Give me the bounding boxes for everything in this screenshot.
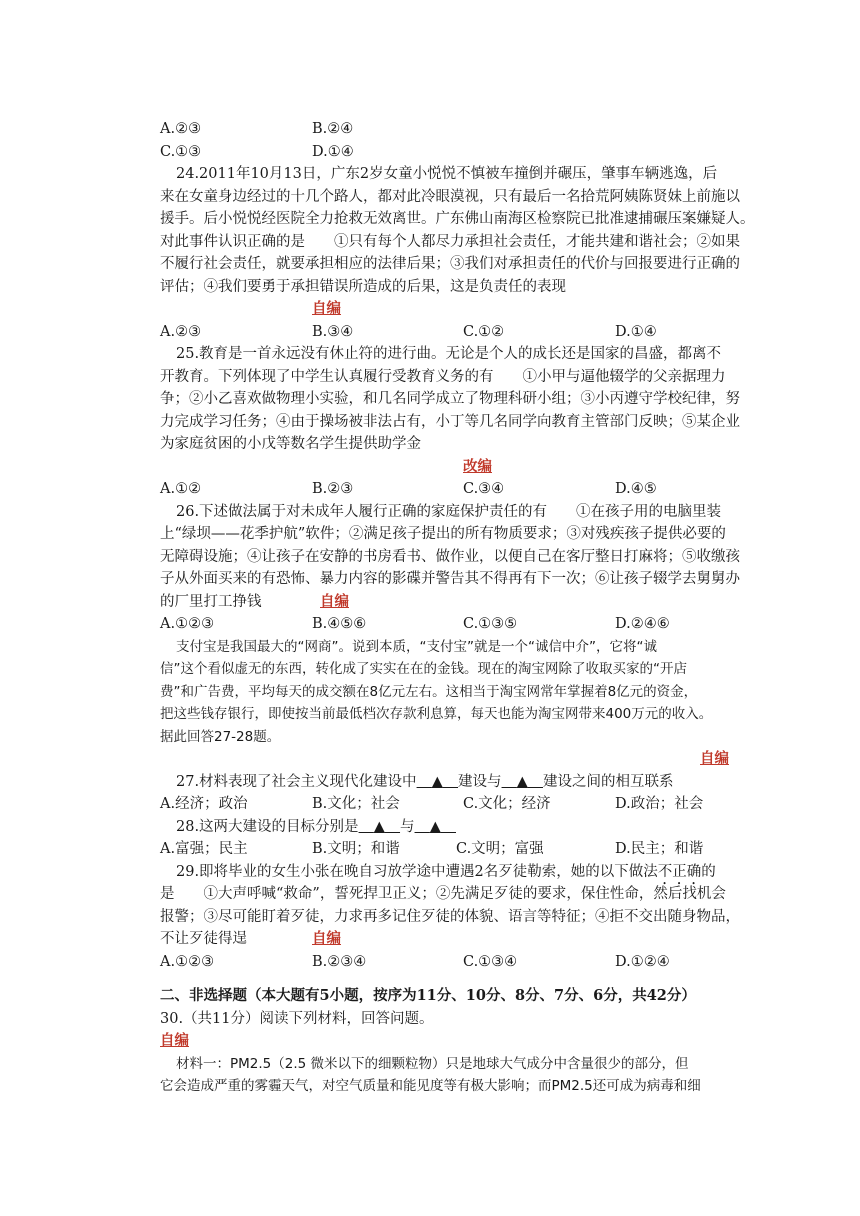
q24-line: 不履行社会责任，就要承担相应的法律后果；③我们对承担责任的代价与回报要进行正确的 xyxy=(160,256,740,272)
q25-line: 开教育。下列体现了中学生认真履行受教育义务的有 ①小甲与逼他辍学的父亲据理力 xyxy=(160,368,726,385)
q25-option-d: D.④⑤ xyxy=(615,481,657,497)
q24-mark-row xyxy=(160,298,730,321)
q23-option-b: B.②④ xyxy=(312,121,354,137)
q24-option-a: A.②③ xyxy=(160,323,202,340)
q28-options xyxy=(160,838,730,861)
q25-option-c: C.③④ xyxy=(463,481,505,497)
q25-source-mark: 改编 xyxy=(463,458,492,475)
q24-options xyxy=(160,321,730,344)
q24-option-d: D.①④ xyxy=(615,323,657,340)
q29-line: 是 ①大声呼喊“救命”，誓死捍卫正义；②先满足歹徒的要求，保住性命，然后找机会 xyxy=(160,886,726,902)
q27-stem: 27.材料表现了社会主义现代化建设中 ▲ 建设与 ▲ 建设之间的相互联系 xyxy=(176,773,674,790)
material-line: 信”这个看似虚无的东西，转化成了实实在在的金钱。现在的淘宝网除了收取买家的“开店 xyxy=(160,661,687,677)
q28-option-c: C.文明；富强 xyxy=(456,841,544,857)
q24-option-b: B.③④ xyxy=(312,323,354,340)
q28-stem: 28.这两大建设的目标分别是 ▲ 与 ▲ xyxy=(160,816,730,839)
q25-line: 争；②小乙喜欢做物理小实验，和几名同学成立了物理科研小组；③小丙遵守学校纪律，努 xyxy=(160,391,740,407)
q26-option-a: A.①②③ xyxy=(160,616,215,632)
q26-options xyxy=(160,613,730,636)
material-line: 据此回答27-28题。 xyxy=(160,728,281,745)
q28-option-d: D.民主；和谐 xyxy=(615,841,704,857)
q26-line: 上“绿坝——花季护航”软件；②满足孩子提出的所有物质要求；③对残疾孩子提供必要的 xyxy=(160,526,726,542)
q29-option-c: C.①③④ xyxy=(463,953,518,970)
emphasis-text: 不正确 xyxy=(657,863,702,880)
q30-source-mark: 自编 xyxy=(160,1033,189,1049)
material-line: 费”和广告费，平均每天的成交额在8亿元左右。这相当于淘宝网常年掌握着8亿元的资金， xyxy=(160,683,698,700)
q23-option-d: D.①④ xyxy=(312,143,354,160)
q29-line: 报警；③尽可能盯着歹徒，力求再多记住歹徒的体貌、语言等特征；④拒不交出随身物品， xyxy=(160,908,740,925)
q25-options xyxy=(160,478,730,501)
q24-source-mark: 自编 xyxy=(312,301,341,317)
q24-option-c: C.①② xyxy=(463,323,505,340)
q26-line: 子从外面买来的有恐怖、暴力内容的影碟并警告其不得再有下一次；⑥让孩子辍学去舅舅办 xyxy=(160,571,740,587)
answer-blank: ▲ xyxy=(431,773,443,790)
q30-material-line: 它会造成严重的雾霾天气，对空气质量和能见度等有极大影响；而PM2.5还可成为病毒和细 xyxy=(160,1078,701,1094)
q25-mark-row xyxy=(160,456,730,479)
q26-line: 无障碍设施；④让孩子在安静的书房看书、做作业，以便自己在客厅整日打麻将；⑤收缴孩 xyxy=(160,548,740,565)
q24-line: 援手。后小悦悦经医院全力抢救无效离世。广东佛山南海区检察院已批准逮捕碾压案嫌疑人。 xyxy=(160,211,755,227)
q26-last-line: 的厂里打工挣钱 自编 xyxy=(160,591,730,614)
q23-options-row-1 xyxy=(160,118,730,141)
q27-option-c: C.文化；经济 xyxy=(463,796,551,812)
material-line: 把这些钱存银行，即使按当前最低档次存款利息算，每天也能为淘宝网带来400万元的收入。 xyxy=(160,706,713,722)
answer-blank: ▲ xyxy=(373,818,385,835)
q25-line: 力完成学习任务；④由于操场被非法占有，小丁等几名同学向教育主管部门反映；⑤某企业 xyxy=(160,413,740,430)
q27-option-d: D.政治；社会 xyxy=(615,796,704,812)
q26-option-b: B.④⑤⑥ xyxy=(312,616,367,632)
q26-option-c: C.①③⑤ xyxy=(463,616,518,632)
q28-option-a: A.富强；民主 xyxy=(160,841,248,857)
q27-options xyxy=(160,793,730,816)
q24-line: 来在女童身边经过的十几个路人，都对此冷眼漠视，只有最后一名拾荒阿姨陈贤妹上前施以 xyxy=(160,188,740,205)
q25-line: 为家庭贫困的小戊等数名学生提供助学金 xyxy=(160,436,421,452)
q29-options xyxy=(160,951,730,974)
q26-source-mark: 自编 xyxy=(320,593,349,610)
q23-options-row-2 xyxy=(160,141,730,164)
q24-line: 对此事件认识正确的是 ①只有每个人都尽力承担社会责任，才能共建和谐社会；②如果 xyxy=(160,233,740,250)
q27-option-a: A.经济；政治 xyxy=(160,796,248,812)
q24-line: 24.2011年10月13日，广东2岁女童小悦悦不慎被车撞倒并碾压，肇事车辆逃逸，后 xyxy=(176,166,718,182)
q26-line: 26.下述做法属于对未成年人履行正确的家庭保护责任的有 ①在孩子用的电脑里装 xyxy=(176,503,722,520)
q29-option-d: D.①②④ xyxy=(615,953,670,970)
q30-mark-row xyxy=(160,1030,730,1053)
q23-option-c: C.①③ xyxy=(160,143,202,160)
q24-line: 评估；④我们要勇于承担错误所造成的后果，这是负责任的表现 xyxy=(160,278,566,295)
q25-option-b: B.②③ xyxy=(312,481,354,497)
q29-option-b: B.②③④ xyxy=(312,953,367,970)
q29-line: 29.即将毕业的女生小张在晚自习放学途中遭遇2名歹徒勒索，她的以下做法不正确的 xyxy=(176,863,716,880)
q27-option-b: B.文化；社会 xyxy=(312,796,400,812)
exam-page xyxy=(160,118,755,1098)
q29-option-a: A.①②③ xyxy=(160,953,215,970)
material-mark-row xyxy=(160,748,730,771)
q25-line: 25.教育是一首永远没有休止符的进行曲。无论是个人的成长还是国家的昌盛，都离不 xyxy=(176,346,722,362)
answer-blank: ▲ xyxy=(516,773,528,790)
q30-material-line: 材料一：PM2.5（2.5 微米以下的细颗粒物）只是地球大气成分中含量很少的部分，但 xyxy=(176,1055,689,1072)
section-heading: 二、非选择题（本大题有5小题，按序为11分、10分、8分、7分、6分，共42分） xyxy=(160,987,696,1004)
material-line: 支付宝是我国最大的“网商”。说到本质，“支付宝”就是一个“诚信中介”，它将“诚 xyxy=(176,638,657,655)
q29-last-line: 不让歹徒得逞 自编 xyxy=(160,928,730,951)
q23-option-a: A.②③ xyxy=(160,121,202,137)
q29-source-mark: 自编 xyxy=(312,931,341,947)
q26-option-d: D.②④⑥ xyxy=(615,616,670,632)
q30-stem: 30.（共11分）阅读下列材料，回答问题。 xyxy=(160,1010,434,1027)
q25-option-a: A.①② xyxy=(160,481,202,497)
answer-blank: ▲ xyxy=(429,818,441,835)
q28-option-b: B.文明；和谐 xyxy=(312,841,400,857)
material-source-mark: 自编 xyxy=(700,751,729,767)
